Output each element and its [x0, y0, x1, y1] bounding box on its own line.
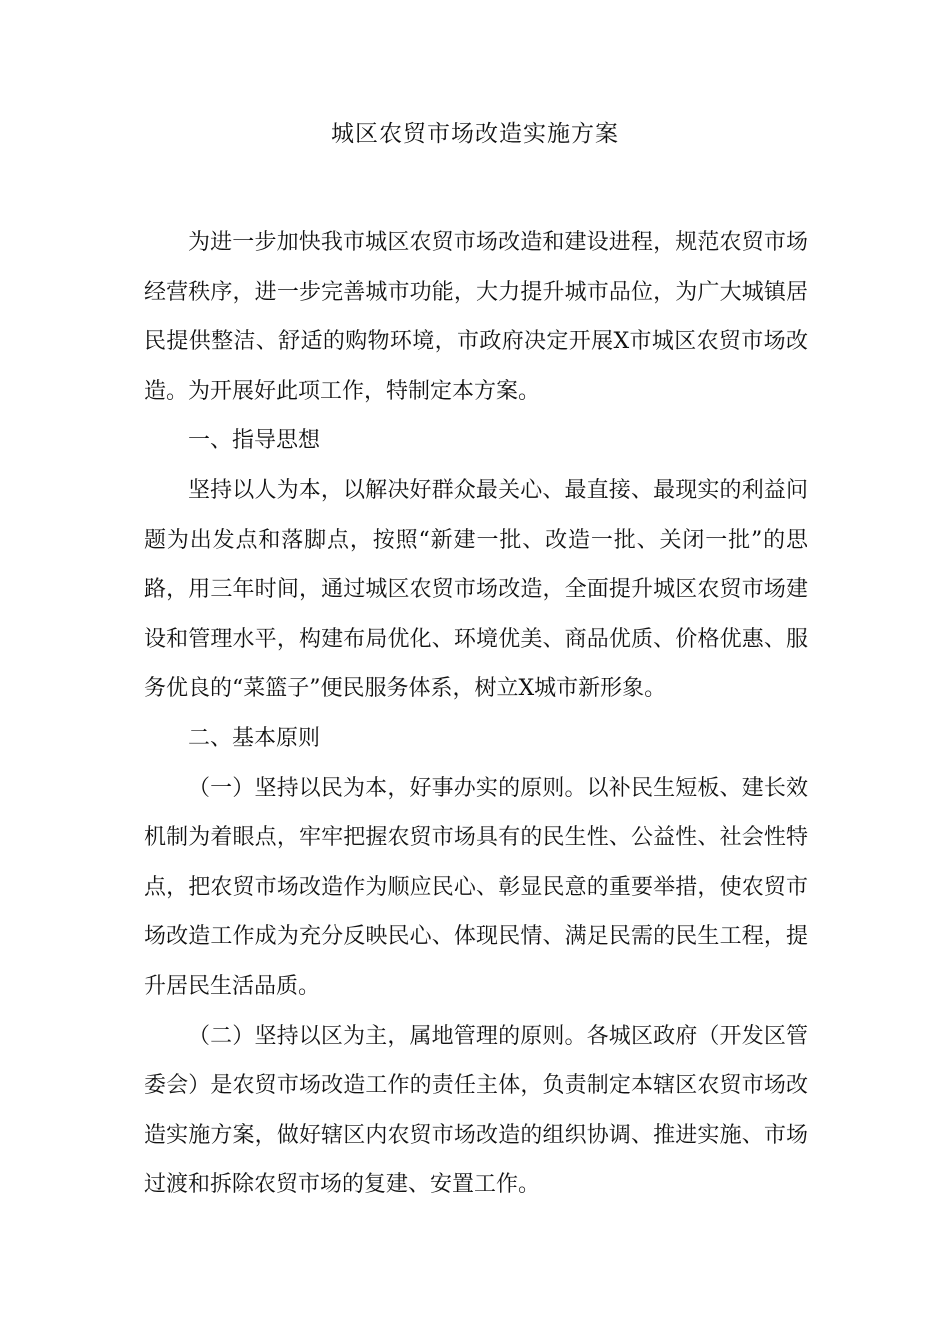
intro-paragraph: 为进一步加快我市城区农贸市场改造和建设进程，规范农贸市场经营秩序，进一步完善城市功能，大力提升城市品位，为广大城镇居民提供整洁、舒适的购物环境，市政府决定开展X市城区农贸市场改造。为开展好此项工作，特制定本方案。 [144, 230, 808, 404]
section-heading-guiding-ideology: 一、指导思想 [188, 428, 321, 454]
guiding-ideology-paragraph: 坚持以人为本，以解决好群众最关心、最直接、最现实的利益问题为出发点和落脚点，按照“新建一批、改造一批、关闭一批”的思路，用三年时间，通过城区农贸市场改造，全面提升城区农贸市场建设和管理水平，构建布局优化、环境优美、商品优质、价格优惠、服务优良的“菜篮子”便民服务体系，树立X城市新形象。 [144, 477, 808, 702]
section-heading-basic-principles: 二、基本原则 [188, 725, 321, 751]
principle-one-paragraph: （一）坚持以民为本，好事办实的原则。以补民生短板、建长效机制为着眼点，牢牢把握农贸市场具有的民生性、公益性、社会性特点，把农贸市场改造作为顺应民心、彰显民意的重要举措，使农贸市场改造工作成为充分反映民心、体现民情、满足民需的民生工程，提升居民生活品质。 [144, 775, 808, 999]
document-body [144, 218, 808, 1210]
document-title: 城区农贸市场改造实施方案 [331, 121, 619, 147]
principle-two-paragraph: （二）坚持以区为主，属地管理的原则。各城区政府（开发区管委会）是农贸市场改造工作的责任主体，负责制定本辖区农贸市场改造实施方案，做好辖区内农贸市场改造的组织协调、推进实施、市场过渡和拆除农贸市场的复建、安置工作。 [144, 1023, 808, 1198]
